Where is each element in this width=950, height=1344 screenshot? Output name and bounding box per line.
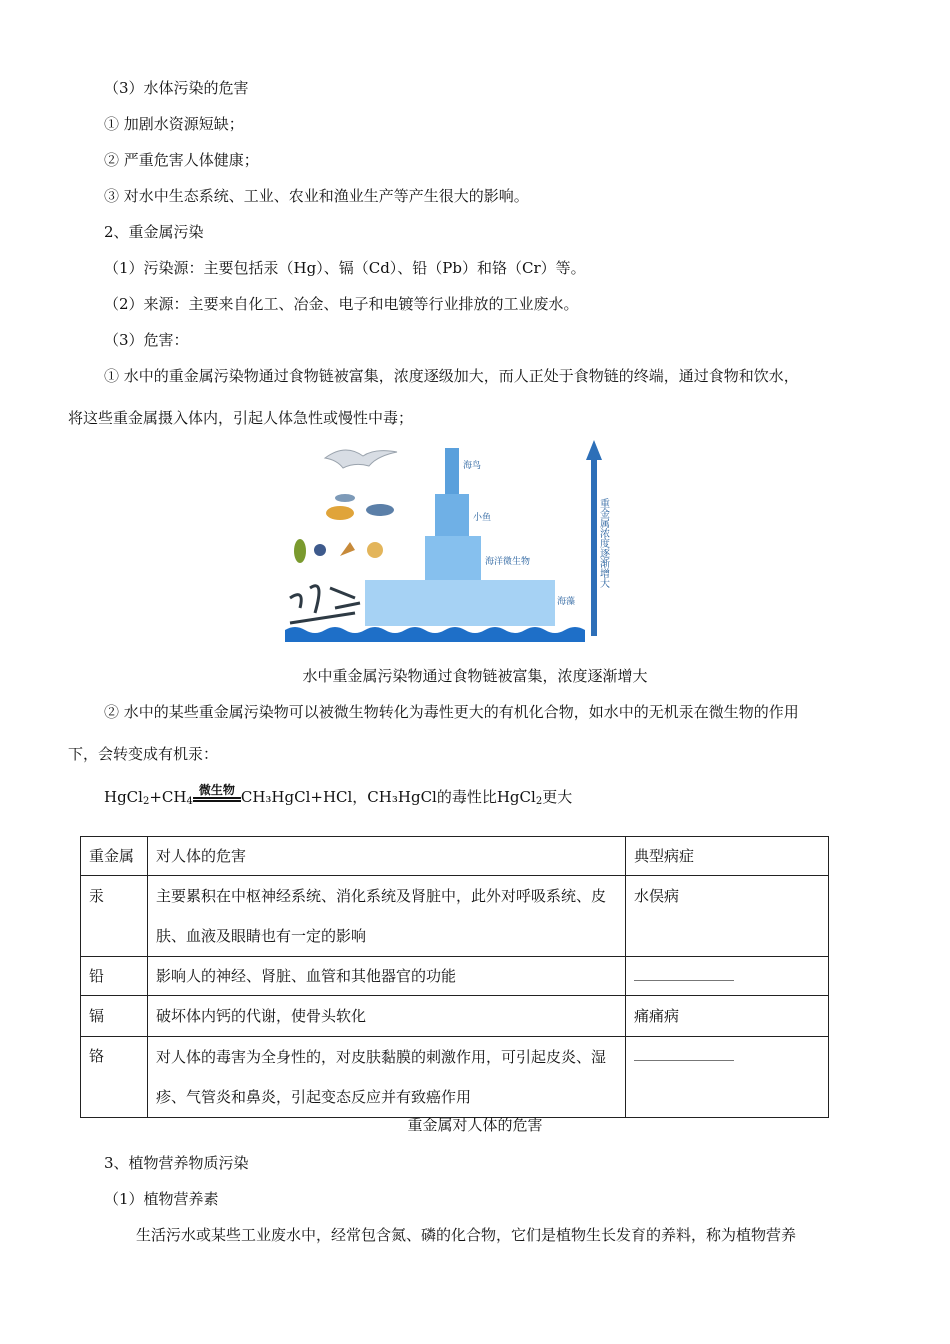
heavy-metal-table (80, 836, 829, 1118)
table-caption: 重金属对人体的危害 (407, 1116, 543, 1134)
microbe-icon (294, 539, 306, 563)
pyramid-tier-3 (425, 536, 481, 580)
answer-blank (634, 964, 734, 981)
answer-blank (634, 1044, 734, 1061)
pyramid-tier-4 (365, 580, 555, 626)
fish-icon (326, 506, 354, 520)
cell-metal: 镉 (81, 996, 148, 1037)
cell-harm: 影响人的神经、肾脏、血管和其他器官的功能 (148, 957, 626, 996)
paragraph-2a: ② 水中的某些重金属污染物可以被微生物转化为毒性更大的有机化合物，如水中的无机汞在微生物的作用 (104, 703, 799, 721)
label-concentration: 重金属浓度逐渐增大 (597, 498, 609, 588)
harm-item-1: ① 加剧水资源短缺； (104, 115, 244, 133)
harm-subtitle: （3）危害： (104, 331, 189, 349)
cell-harm: 对人体的毒害为全身性的，对皮肤黏膜的刺激作用，可引起皮炎、湿疹、气管炎和鼻炎，引起变态反应并有致癌作用 (148, 1037, 626, 1118)
paragraph-1b: 将这些重金属摄入体内，引起人体急性或慢性中毒； (68, 409, 414, 427)
figure-caption: 水中重金属污染物通过食物链被富集，浓度逐渐增大 (302, 667, 648, 685)
source-line: （1）污染源：主要包括汞（Hg）、镉（Cd）、铅（Pb）和铬（Cr）等。 (104, 259, 586, 277)
harm-item-2: ② 严重危害人体健康； (104, 151, 259, 169)
microbe-icon-2 (314, 544, 326, 556)
cell-disease-blank (626, 1037, 829, 1118)
formula-tail: 更大 (542, 788, 573, 806)
table-row (81, 957, 829, 996)
label-microbe: 海洋微生物 (485, 557, 531, 567)
reaction-formula (104, 785, 572, 813)
food-chain-figure (285, 438, 625, 642)
cell-harm: 破坏体内钙的代谢，使骨头软化 (148, 996, 626, 1037)
header-harm: 对人体的危害 (148, 837, 626, 876)
cell-disease: 水俣病 (626, 876, 829, 957)
origin-line: （2）来源：主要来自化工、冶金、电子和电镀等行业排放的工业废水。 (104, 295, 579, 313)
reaction-condition: 微生物 (198, 783, 235, 797)
cell-disease: 痛痛病 (626, 996, 829, 1037)
table-header-row (81, 837, 829, 876)
header-metal: 重金属 (81, 837, 148, 876)
cell-harm: 主要累积在中枢神经系统、消化系统及肾脏中，此外对呼吸系统、皮肤、血液及眼睛也有一定的影响 (148, 876, 626, 957)
section-title-harm: （3）水体污染的危害 (104, 79, 249, 97)
cell-metal: 铅 (81, 957, 148, 996)
pyramid-tier-top (445, 448, 459, 494)
formula-reactant-2: +CH (149, 788, 187, 806)
concentration-arrow-shaft (591, 458, 597, 636)
formula-products: CH₃HgCl+HCl，CH₃HgCl的毒性比HgCl (240, 788, 536, 806)
table-row (81, 996, 829, 1037)
label-seabird: 海鸟 (463, 461, 482, 471)
plant-subtitle: （1）植物营养素 (104, 1190, 219, 1208)
table-row (81, 876, 829, 957)
heading-heavy-metal: 2、重金属污染 (104, 223, 204, 241)
plant-paragraph: 生活污水或某些工业废水中，经常包含氮、磷的化合物，它们是植物生长发育的养料，称为植物营养 (136, 1226, 797, 1244)
heading-plant-nutrient: 3、植物营养物质污染 (104, 1154, 249, 1172)
reaction-arrow (193, 785, 241, 805)
fish-icon-3 (335, 494, 355, 502)
formula-sub-1: 2 (142, 796, 150, 807)
label-small-fish: 小鱼 (473, 513, 492, 523)
header-disease: 典型病症 (626, 837, 829, 876)
cell-metal: 汞 (81, 876, 148, 957)
table-row (81, 1037, 829, 1118)
microbe-icon-4 (367, 542, 383, 558)
formula-reactant-1: HgCl (104, 788, 143, 806)
formula-sub-3: 2 (535, 796, 543, 807)
fish-icon-2 (366, 504, 394, 516)
formula-sub-2: 4 (186, 796, 193, 807)
paragraph-1a: ① 水中的重金属污染物通过食物链被富集，浓度逐级加大，而人正处于食物链的终端，通过食物和饮水， (104, 367, 799, 385)
paragraph-2b: 下，会转变成有机汞： (68, 745, 219, 763)
cell-disease-blank (626, 957, 829, 996)
harm-item-3: ③ 对水中生态系统、工业、农业和渔业生产等产生很大的影响。 (104, 187, 529, 205)
cell-metal: 铬 (81, 1037, 148, 1118)
pyramid-tier-2 (435, 494, 469, 536)
label-algae: 海藻 (557, 597, 576, 607)
